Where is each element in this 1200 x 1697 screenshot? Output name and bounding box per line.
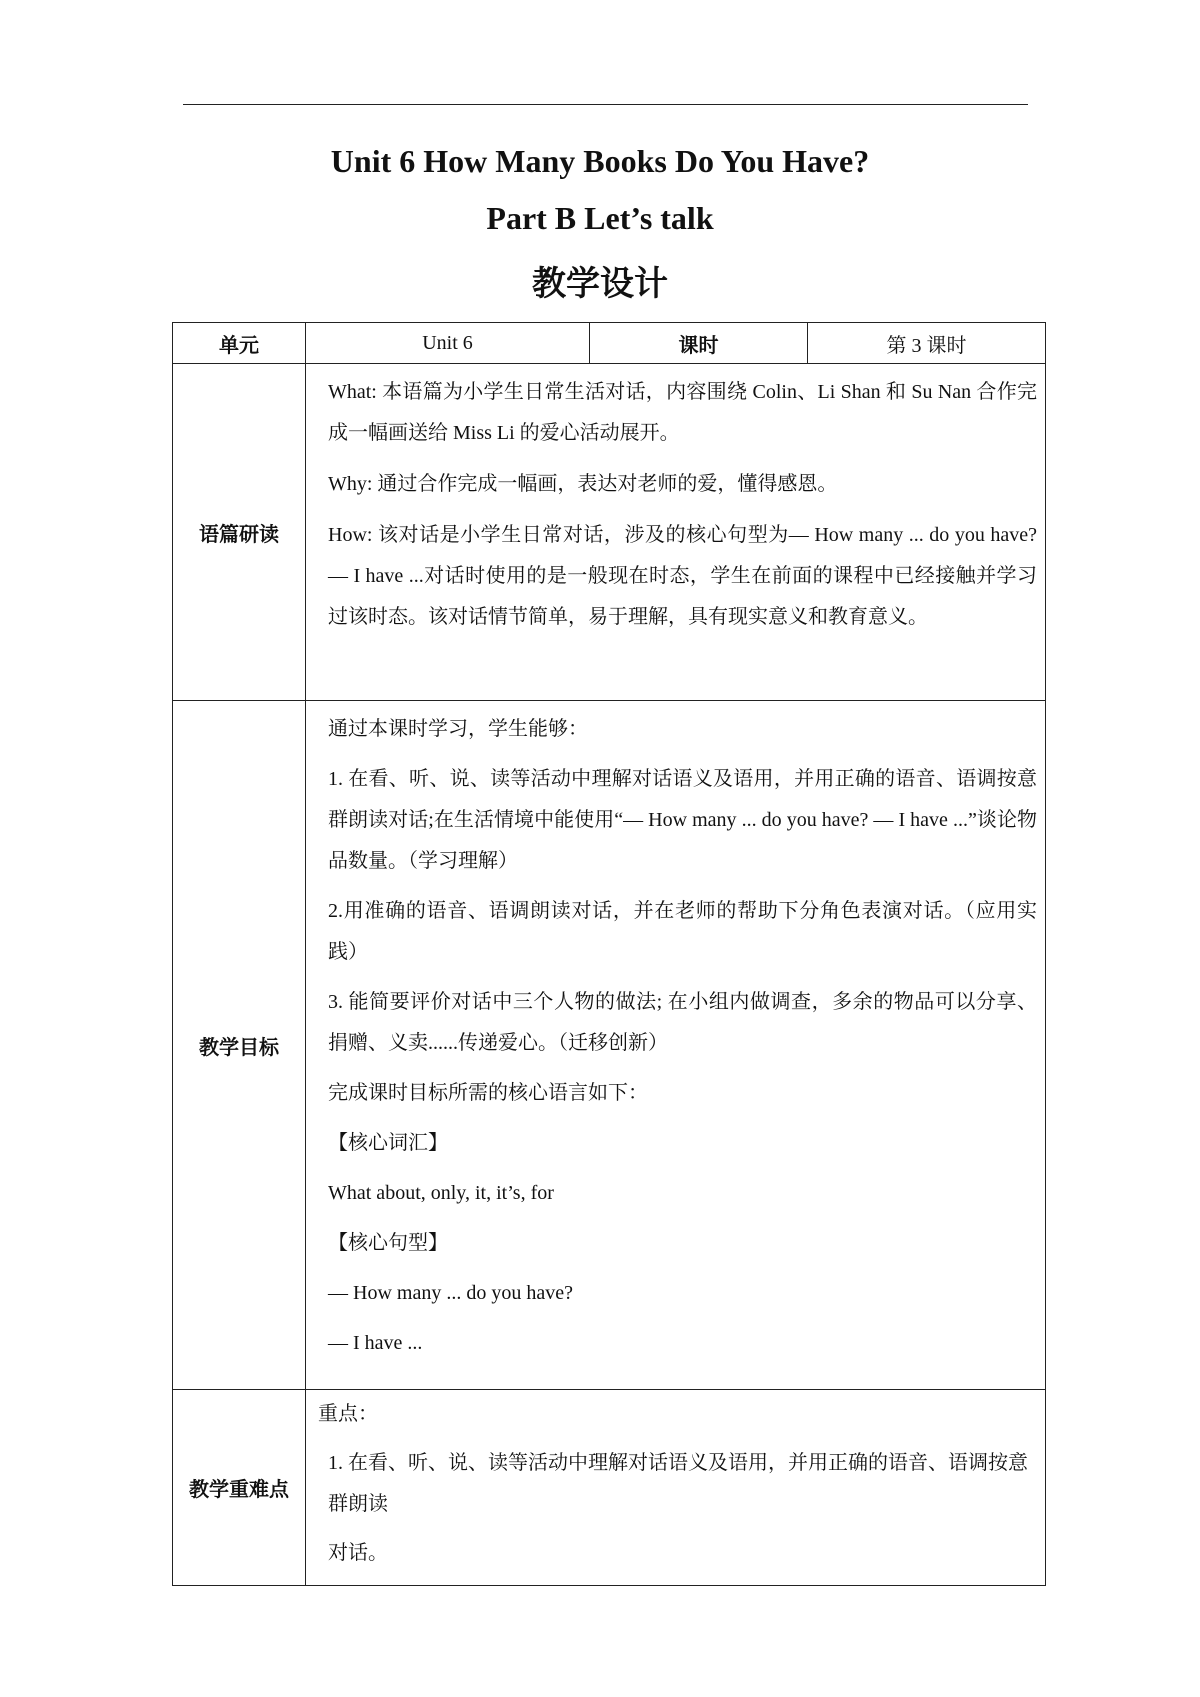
objective-2: 2.用准确的语音、语调朗读对话，并在老师的帮助下分角色表演对话。（应用实践） <box>328 900 1037 963</box>
period-label: 课时 <box>590 323 808 364</box>
unit-value: Unit 6 <box>306 323 590 364</box>
core-sentence-heading: 【核心句型】 <box>328 1232 448 1254</box>
key-points-content <box>306 1390 1046 1586</box>
objective-1: 1. 在看、听、说、读等活动中理解对话语义及语用，并用正确的语音、语调按意群朗读对话;在生活情境中能使用“— How many ... do you have? — I have ...”谈论物品数量。（学习理解） <box>328 768 1037 872</box>
key-point-1-continued: 对话。 <box>328 1542 388 1564</box>
unit-label: 单元 <box>173 323 306 364</box>
core-vocab-heading: 【核心词汇】 <box>328 1132 448 1154</box>
text-study-how: How: 该对话是小学生日常对话，涉及的核心句型为— How many ... do you have? — I have ...对话时使用的是一般现在时态，学生在前面的课程中已经接触并学习过该时态。该对话情节简单，易于理解，具有现实意义和教育意义。 <box>328 524 1037 628</box>
text-study-why: Why: 通过合作完成一幅画，表达对老师的爱，懂得感恩。 <box>328 473 838 495</box>
core-sentence-question: — How many ... do you have? <box>328 1282 573 1304</box>
key-points-row <box>173 1390 1046 1586</box>
lesson-plan-table <box>172 322 1046 1586</box>
key-points-heading: 重点： <box>318 1403 378 1425</box>
core-vocab-list: What about, only, it, it’s, for <box>328 1182 554 1204</box>
document-heading: 教学设计 <box>532 264 668 304</box>
text-study-row <box>173 364 1046 701</box>
period-value: 第 3 课时 <box>808 323 1046 364</box>
meta-row <box>173 323 1046 364</box>
text-study-what: What: 本语篇为小学生日常生活对话，内容围绕 Colin、Li Shan 和 Su Nan 合作完成一幅画送给 Miss Li 的爱心活动展开。 <box>328 381 1037 444</box>
core-sentence-answer: — I have ... <box>328 1332 423 1354</box>
document-title: Unit 6 How Many Books Do You Have? <box>330 143 870 179</box>
key-points-label: 教学重难点 <box>173 1390 306 1586</box>
objectives-intro: 通过本课时学习，学生能够： <box>328 718 588 740</box>
objectives-row <box>173 701 1046 1390</box>
core-language-intro: 完成课时目标所需的核心语言如下： <box>328 1082 648 1104</box>
objectives-content <box>306 701 1046 1390</box>
objectives-label: 教学目标 <box>173 701 306 1390</box>
key-point-1: 1. 在看、听、说、读等活动中理解对话语义及语用，并用正确的语音、语调按意群朗读 <box>328 1452 1028 1515</box>
objective-3: 3. 能简要评价对话中三个人物的做法; 在小组内做调查，多余的物品可以分享、捐赠、义卖......传递爱心。（迁移创新） <box>328 991 1037 1054</box>
document-subtitle: Part B Let’s talk <box>486 200 714 236</box>
text-study-content <box>306 364 1046 701</box>
header-rule <box>183 104 1028 105</box>
text-study-label: 语篇研读 <box>173 364 306 701</box>
